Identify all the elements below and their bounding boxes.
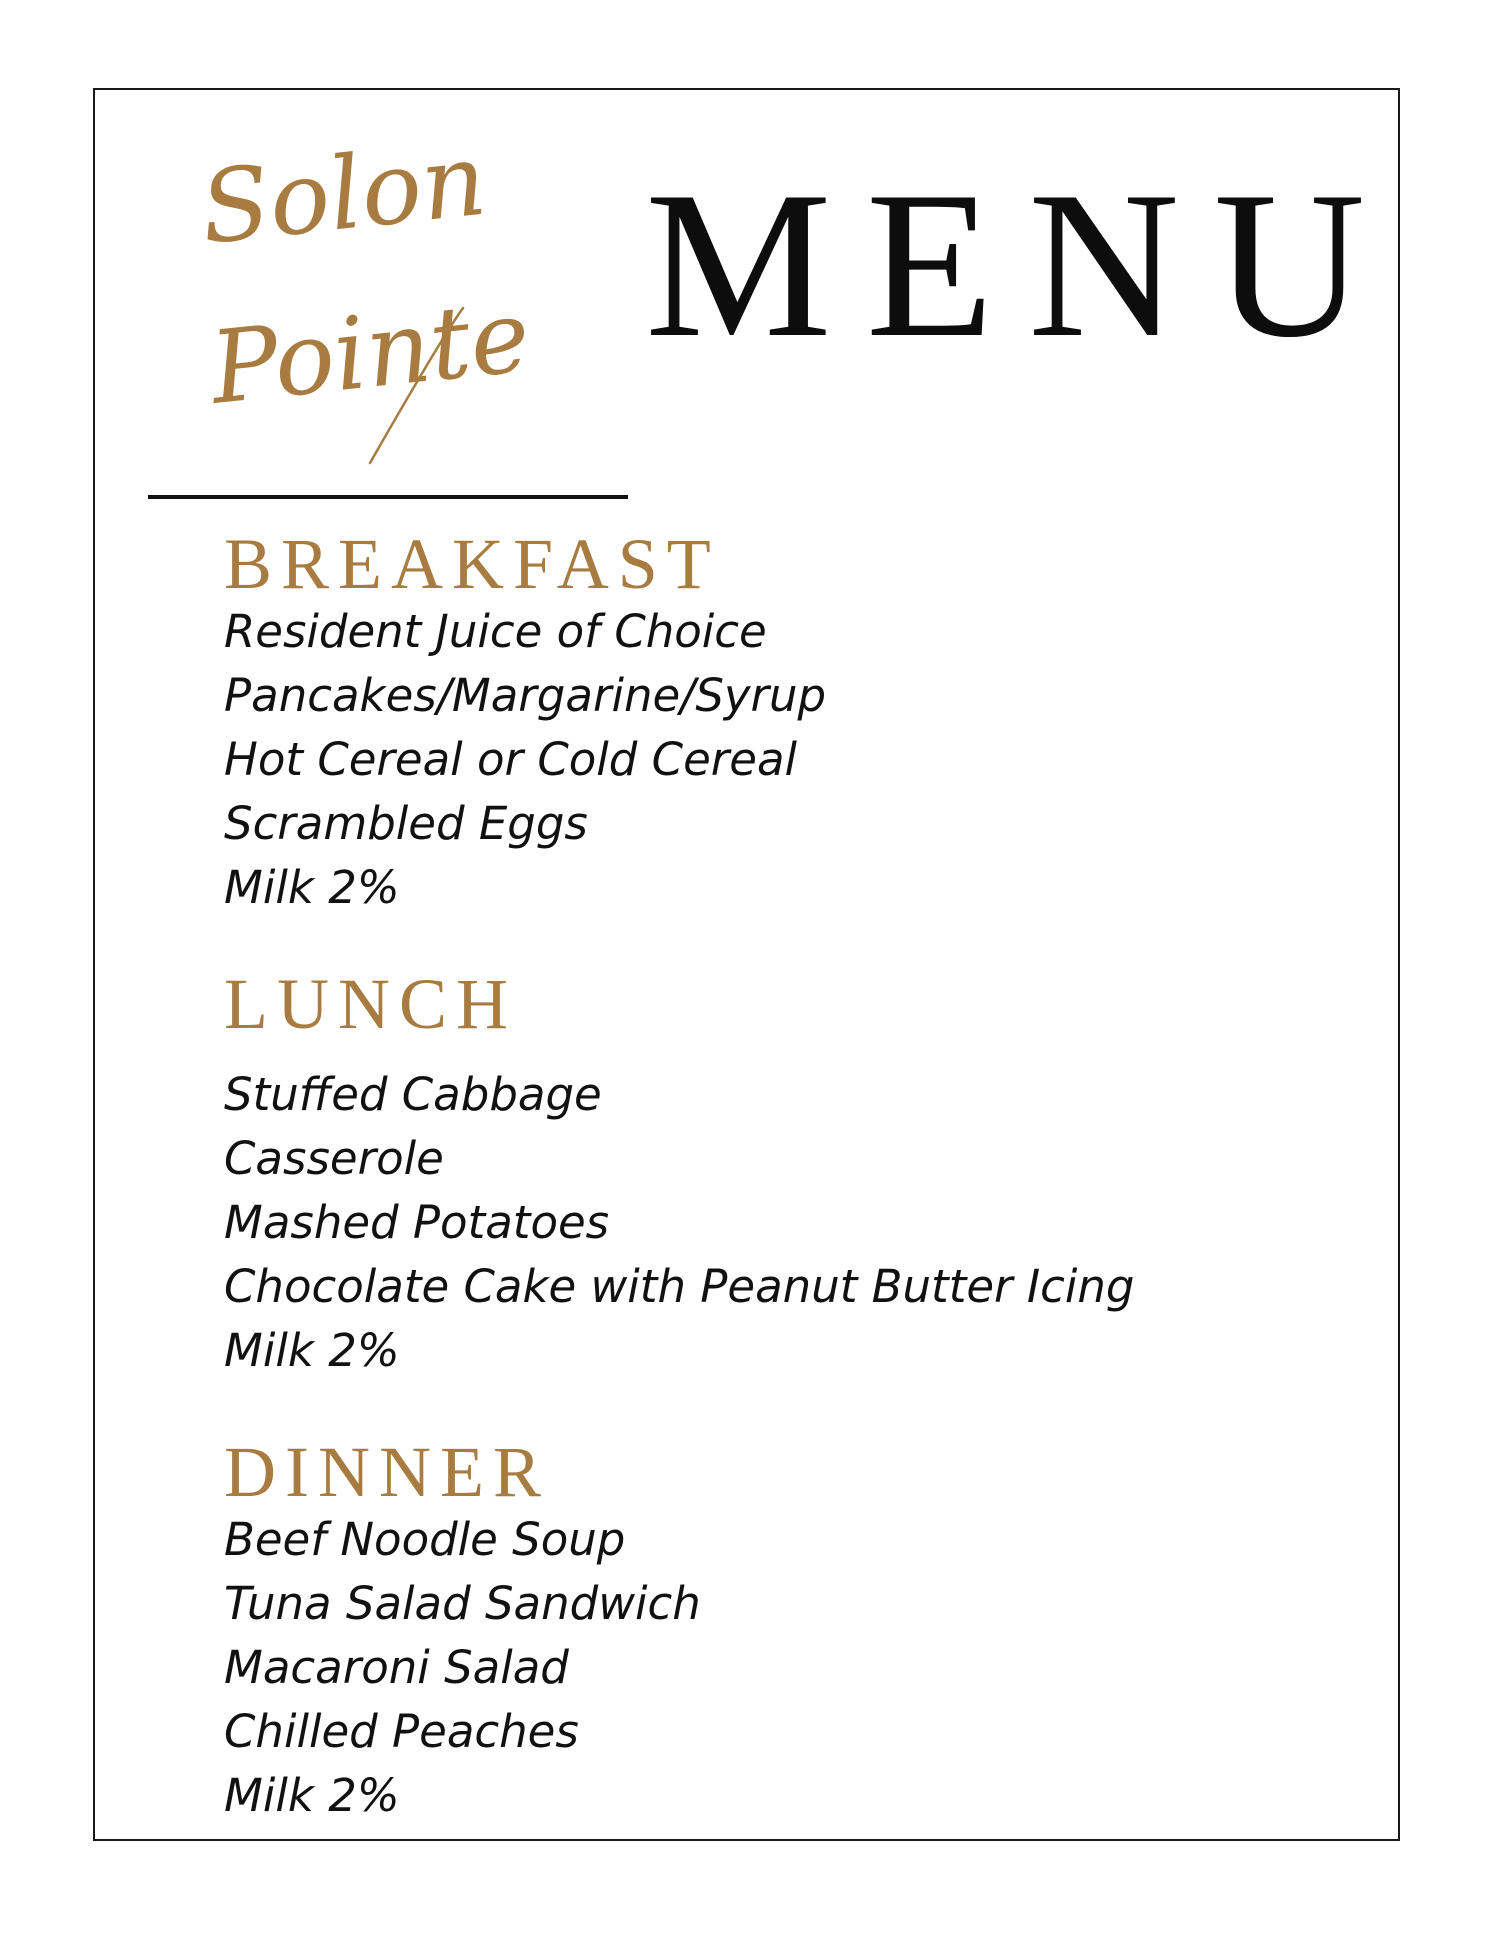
- section-heading-breakfast: BREAKFAST: [224, 524, 720, 604]
- section-heading-lunch: LUNCH: [224, 964, 517, 1044]
- section-heading-dinner: DINNER: [224, 1432, 550, 1512]
- list-item: Scrambled Eggs: [224, 797, 588, 850]
- list-item: Milk 2%: [224, 861, 400, 914]
- divider: [148, 495, 628, 499]
- list-item: Casserole: [224, 1132, 444, 1185]
- list-item: Macaroni Salad: [224, 1641, 569, 1694]
- list-item: Beef Noodle Soup: [224, 1513, 626, 1566]
- list-item: Milk 2%: [224, 1769, 400, 1822]
- list-item: Hot Cereal or Cold Cereal: [224, 733, 798, 786]
- list-item: Tuna Salad Sandwich: [224, 1577, 701, 1630]
- breakfast-items: [224, 600, 826, 920]
- list-item: Mashed Potatoes: [224, 1196, 610, 1249]
- list-item: Resident Juice of Choice: [224, 605, 767, 658]
- list-item: Milk 2%: [224, 1324, 400, 1377]
- page-title: MENU: [645, 149, 1400, 381]
- list-item: Chilled Peaches: [224, 1705, 579, 1758]
- dinner-items: [224, 1508, 701, 1828]
- list-item: Pancakes/Margarine/Syrup: [224, 669, 827, 722]
- logo-line-pointe: Pointe: [205, 277, 535, 427]
- lunch-items: [224, 1063, 1134, 1383]
- logo-line-solon: Solon: [195, 120, 492, 267]
- list-item: Chocolate Cake with Peanut Butter Icing: [224, 1260, 1135, 1313]
- solon-pointe-logo: [195, 118, 575, 478]
- list-item: Stuffed Cabbage: [224, 1068, 602, 1121]
